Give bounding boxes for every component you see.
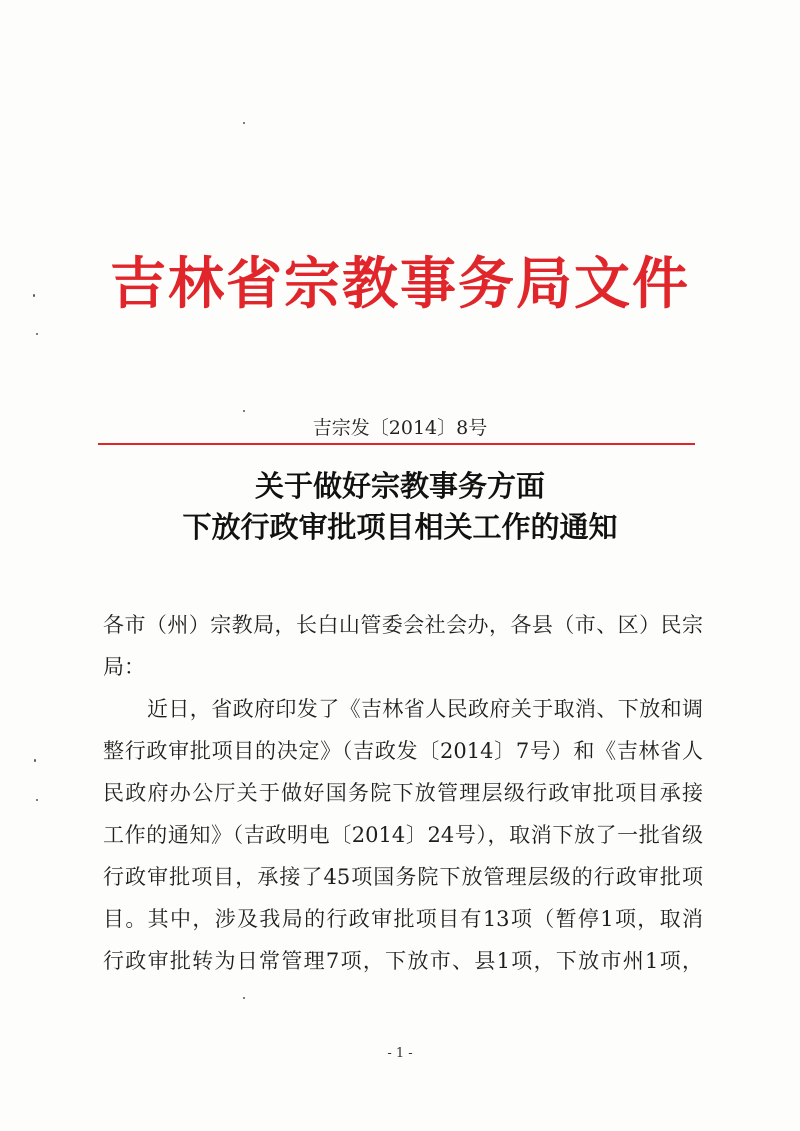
red-header-title: 吉林省宗教事务局文件 — [110, 252, 690, 317]
paragraph-line-6: 目。其中，涉及我局的行政审批项目有13项（暂停1项，取消 — [103, 907, 703, 931]
paragraph-line-7: 行政审批转为日常管理7项，下放市、县1项，下放市州1项， — [103, 949, 703, 973]
paragraph-line-4: 工作的通知》（吉政明电〔2014〕24号），取消下放了一批省级 — [103, 823, 703, 847]
document-number: 吉宗发〔2014〕8号 — [312, 417, 488, 439]
paragraph-line-3: 民政府办公厅关于做好国务院下放管理层级行政审批项目承接 — [103, 781, 703, 805]
page-number: - 1 - — [387, 1046, 413, 1061]
paragraph-line-5: 行政审批项目，承接了45项国务院下放管理层级的行政审批项 — [103, 865, 703, 889]
salutation-line-1: 各市（州）宗教局，长白山管委会社会办，各县（市、区）民宗 — [103, 613, 703, 637]
paragraph-line-2: 整行政审批项目的决定》（吉政发〔2014〕7号）和《吉林省人 — [103, 739, 703, 763]
notice-title-line-2: 下放行政审批项目相关工作的通知 — [182, 510, 618, 544]
red-divider-line — [98, 443, 695, 445]
paragraph-line-1: 近日，省政府印发了《吉林省人民政府关于取消、下放和调 — [147, 697, 703, 721]
salutation-line-2: 局： — [103, 655, 145, 679]
notice-title-line-1: 关于做好宗教事务方面 — [254, 469, 545, 503]
